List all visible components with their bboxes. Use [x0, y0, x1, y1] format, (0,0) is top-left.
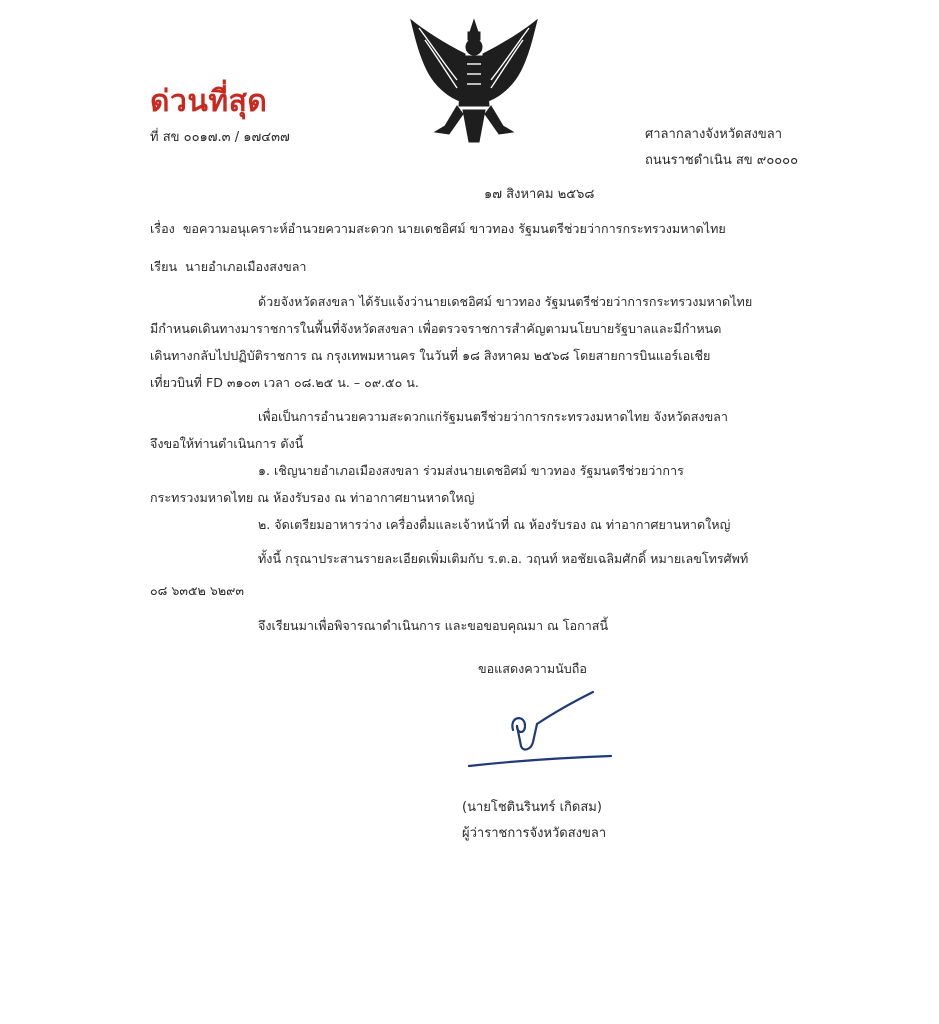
address-line: ถนนราชดำเนิน สข ๙๐๐๐๐	[645, 153, 799, 168]
letter-date: ๑๗ สิงหาคม ๒๕๖๘	[484, 187, 595, 202]
reference-number: ที่ สข ๐๐๑๗.๓ / ๑๗๔๓๗	[150, 130, 290, 145]
body-line: ๐๘ ๖๓๕๒ ๖๒๙๓	[150, 583, 244, 598]
body-line: ด้วยจังหวัดสงขลา ได้รับแจ้งว่านายเดชอิศม์ ขาวทอง รัฐมนตรีช่วยว่าการกระทรวงมหาดไทย	[258, 294, 753, 309]
body-line: เที่ยวบินที่ FD ๓๑๐๓ เวลา ๐๘.๒๕ น. – ๐๙.๕๐ น.	[150, 375, 419, 390]
body-line: เดินทางกลับไปปฏิบัติราชการ ณ กรุงเทพมหานคร ในวันที่ ๑๘ สิงหาคม ๒๕๖๘ โดยสายการบินแอร์เอเชีย	[150, 348, 711, 363]
recipient-label: เรียน	[150, 259, 178, 274]
recipient-text: นายอำเภอเมืองสงขลา	[185, 259, 307, 274]
body-line: มีกำหนดเดินทางมาราชการในพื้นที่จังหวัดสงขลา เพื่อตรวจราชการสำคัญตามนโยบายรัฐบาลและมีกำหนด	[150, 321, 722, 336]
regards-line: ขอแสดงความนับถือ	[478, 661, 587, 676]
signatory-name: (นายโชตินรินทร์ เกิดสม)	[462, 800, 602, 815]
subject-label: เรื่อง	[150, 221, 175, 236]
list-item: กระทรวงมหาดไทย ณ ห้องรับรอง ณ ท่าอากาศยานหาดใหญ่	[150, 490, 475, 505]
closing-line: จึงเรียนมาเพื่อพิจารณาดำเนินการ และขอขอบคุณมา ณ โอกาสนี้	[258, 618, 609, 633]
garuda-emblem-icon	[405, 14, 543, 146]
handwritten-signature	[465, 690, 615, 775]
recipient-line	[150, 258, 307, 276]
list-item: ๑. เชิญนายอำเภอเมืองสงขลา ร่วมส่งนายเดชอิศม์ ขาวทอง รัฐมนตรีช่วยว่าการ	[258, 463, 684, 478]
body-line: เพื่อเป็นการอำนวยความสะดวกแก่รัฐมนตรีช่วยว่าการกระทรวงมหาดไทย จังหวัดสงขลา	[258, 409, 728, 424]
address-line: ศาลากลางจังหวัดสงขลา	[645, 127, 783, 142]
sender-address	[645, 122, 798, 174]
urgency-heading: ด่วนที่สุด	[150, 84, 268, 119]
subject-text: ขอความอนุเคราะห์อำนวยความสะดวก นายเดชอิศม์ ขาวทอง รัฐมนตรีช่วยว่าการกระทรวงมหาดไทย	[182, 221, 726, 236]
subject-line	[150, 220, 726, 238]
body-line: จึงขอให้ท่านดำเนินการ ดังนี้	[150, 436, 304, 451]
body-line: ทั้งนี้ กรุณาประสานรายละเอียดเพิ่มเติมกับ ร.ต.อ. วฤนท์ หอชัยเฉลิมศักดิ์ หมายเลขโทรศัพท์	[258, 551, 749, 566]
list-item: ๒. จัดเตรียมอาหารว่าง เครื่องดื่มและเจ้าหน้าที่ ณ ห้องรับรอง ณ ท่าอากาศยานหาดใหญ่	[258, 517, 731, 532]
signatory-title: ผู้ว่าราชการจังหวัดสงขลา	[462, 826, 607, 841]
